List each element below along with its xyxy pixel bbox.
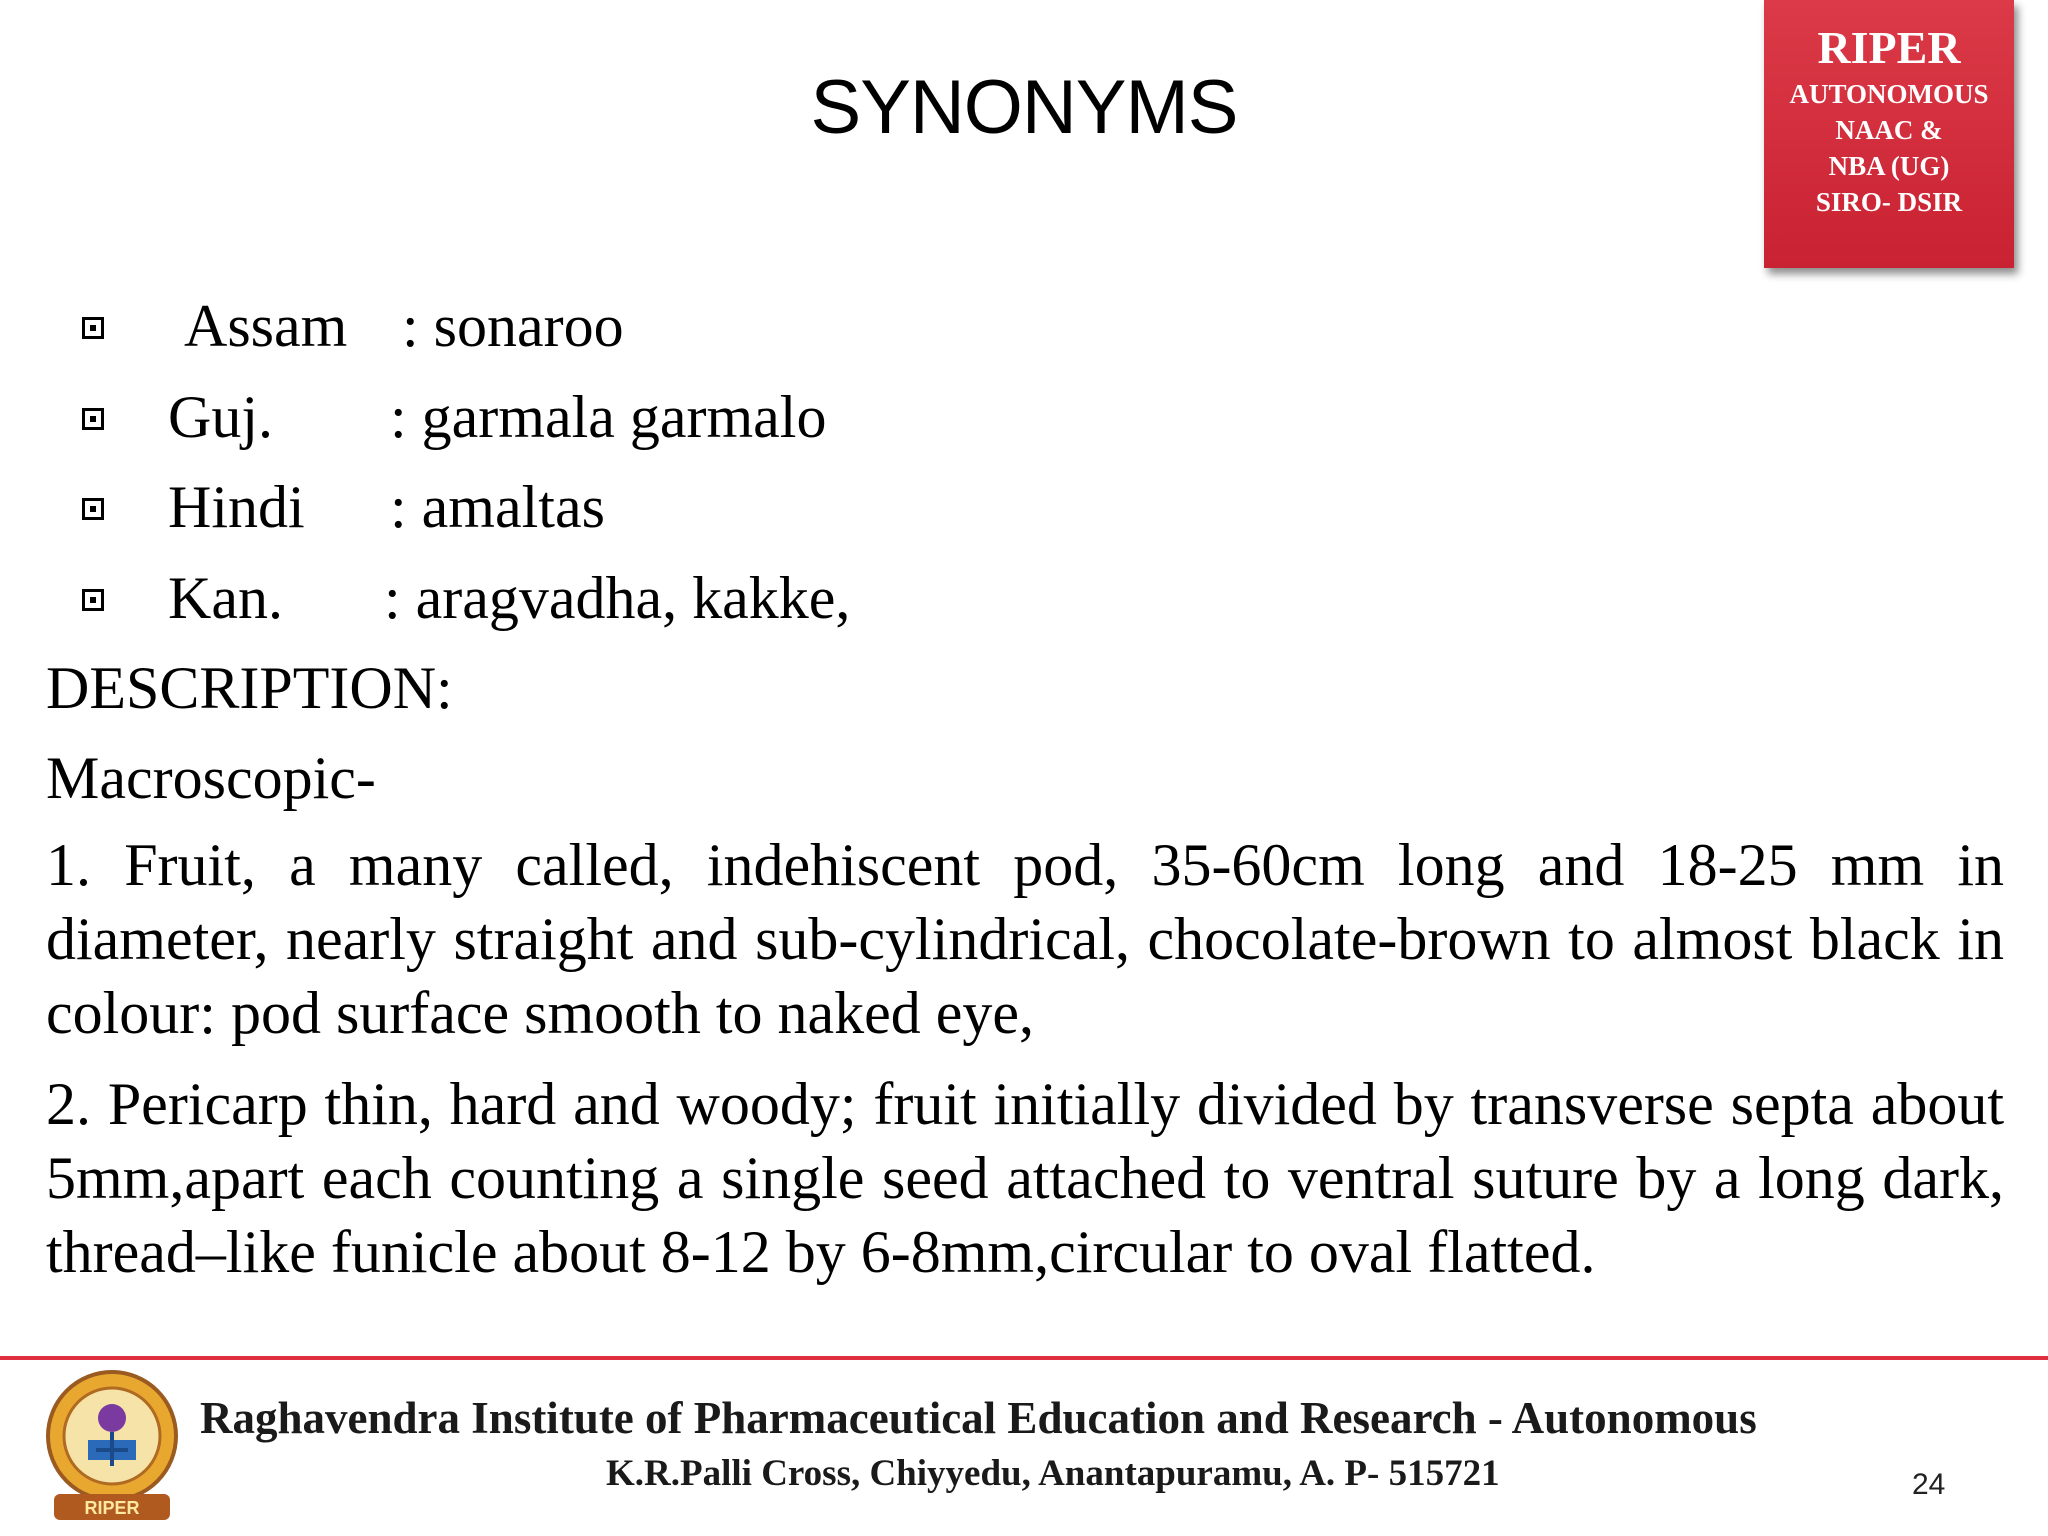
institute-name: Raghavendra Institute of Pharmaceutical Education and Research - Autonomous (200, 1393, 1757, 1443)
synonym-value: : aragvadha, kakke, (384, 565, 851, 631)
macroscopic-subheading: Macroscopic- (46, 745, 376, 811)
synonym-value: : amaltas (390, 474, 605, 540)
bullet-box-icon (82, 498, 104, 520)
bullet-box-icon (82, 408, 104, 430)
badge-title: RIPER (1817, 22, 1961, 73)
logo-banner-text: RIPER (84, 1498, 140, 1518)
bullet-box-icon (82, 317, 104, 339)
synonym-language: Kan. (168, 565, 283, 631)
page-number: 24 (1912, 1468, 1946, 1501)
synonym-language: Hindi (168, 474, 305, 540)
description-point: 1. Fruit, a many called, indehiscent pod, 35-60cm long and 18-25 mm in diameter, nearly straight and sub-cylindrical, chocolate-brown to almost black in colour: pod surface smooth to naked eye, (46, 832, 2004, 1046)
synonym-value: : sonaroo (402, 293, 624, 359)
accreditation-badge (1764, 0, 2014, 268)
synonym-language: Assam (184, 293, 348, 359)
badge-line: SIRO- DSIR (1815, 187, 1963, 217)
badge-line: NBA (UG) (1828, 151, 1950, 181)
description-heading: DESCRIPTION: (46, 655, 453, 721)
slide-title: SYNONYMS (810, 65, 1238, 150)
institute-logo (36, 1366, 188, 1526)
bullet-box-icon (82, 589, 104, 611)
badge-line: AUTONOMOUS (1789, 79, 1989, 109)
description-point: 2. Pericarp thin, hard and woody; fruit initially divided by transverse septa about 5mm,apart each counting a single seed attached to ventral suture by a long dark, thread–like funicle about 8-12 by 6-8mm,circular to oval flatted. (46, 1071, 2004, 1285)
synonym-language: Guj. (168, 384, 273, 450)
institute-address: K.R.Palli Cross, Chiyyedu, Anantapuramu, A. P- 515721 (606, 1453, 1500, 1494)
synonym-value: : garmala garmalo (390, 384, 827, 450)
badge-line: NAAC & (1835, 115, 1943, 145)
footer-divider (0, 1356, 2048, 1360)
